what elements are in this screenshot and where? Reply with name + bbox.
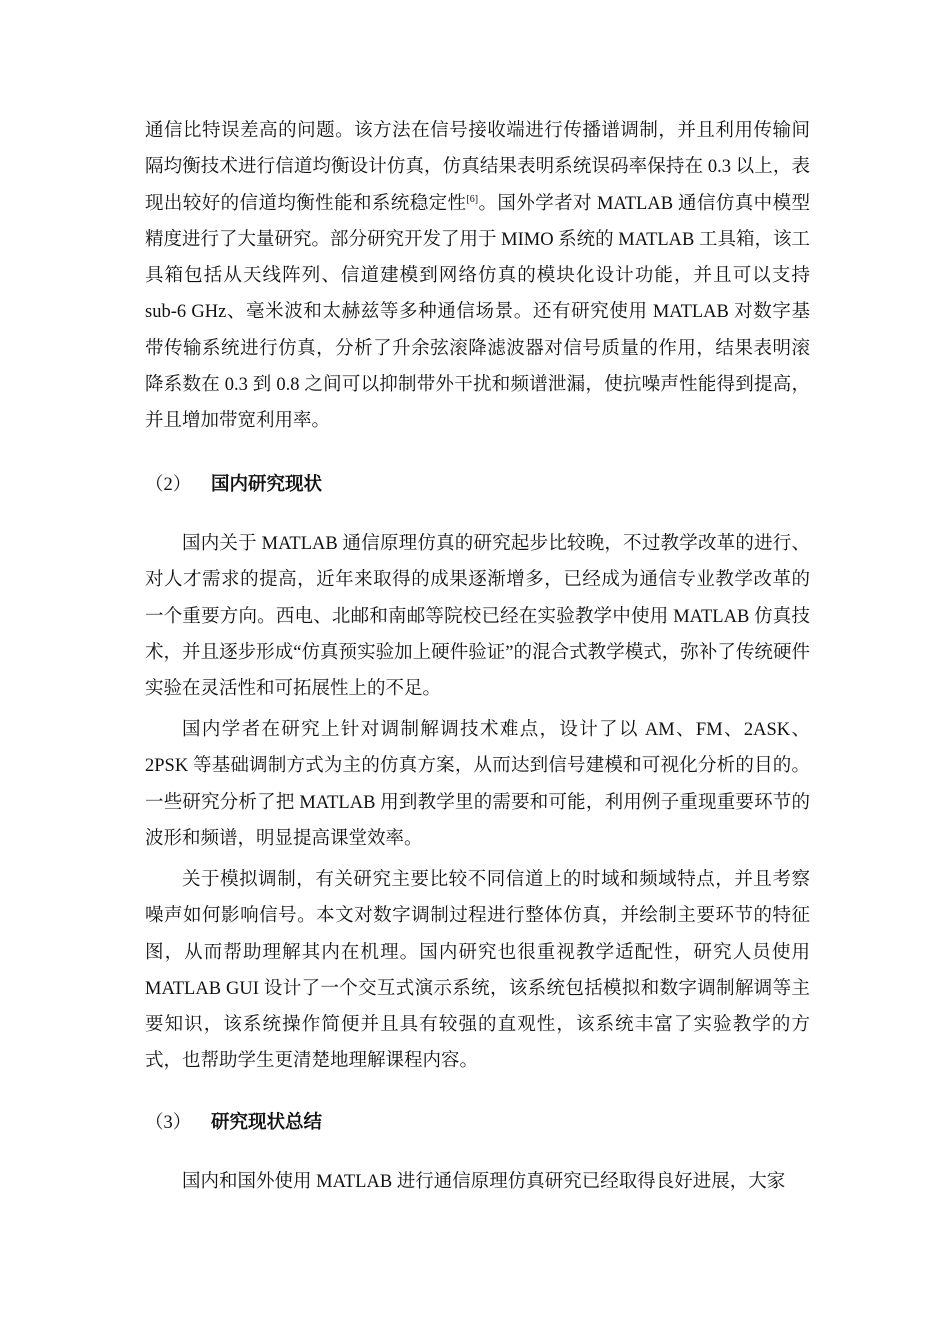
section-heading-summary bbox=[145, 1108, 322, 1138]
heading-title: 研究现状总结 bbox=[211, 1112, 323, 1133]
heading-number: （2） bbox=[145, 475, 192, 495]
heading-number: （3） bbox=[145, 1113, 192, 1133]
paragraph-foreign-research bbox=[145, 113, 810, 440]
paragraph-text-continued: 。国外学者对 MATLAB 通信仿真中模型精度进行了大量研究。部分研究开发了用于 MIMO 系统的 MATLAB 工具箱，该工具箱包括从天线阵列、信道建模到网络仿真的模块化设计功能，并且可以支持 sub-6 GHz、毫米波和太赫兹等多种通信场景。还有研究使用 MATLAB 对数字基带传输系统进行仿真，分析了升余弦滚降滤波器对信号质量的作用，结果表明滚降系数在 0.3 到 0.8 之间可以抑制带外干扰和频谱泄漏，使抗噪声性能得到提高，并且增加带宽利用率。 bbox=[145, 193, 810, 432]
heading-title: 国内研究现状 bbox=[211, 474, 323, 495]
citation-marker: [6] bbox=[466, 193, 479, 205]
paragraph-text: 通信比特误差高的问题。该方法在信号接收端进行传播谱调制，并且利用传输间隔均衡技术进行信道均衡设计仿真，仿真结果表明系统误码率保持在 0.3 以上，表现出较好的信道均衡性能和系统稳定性 bbox=[145, 121, 810, 214]
paragraph-domestic-modulation: 国内学者在研究上针对调制解调技术难点，设计了以 AM、FM、2ASK、2PSK 等基础调制方式为主的仿真方案，从而达到信号建模和可视化分析的目的。一些研究分析了把 MATLAB 用到教学里的需要和可能，利用例子重现重要环节的波形和频谱，明显提高课堂效率。 bbox=[145, 720, 810, 849]
paragraph-domestic-overview: 国内关于 MATLAB 通信原理仿真的研究起步比较晚，不过教学改革的进行、对人才需求的提高，近年来取得的成果逐渐增多，已经成为通信专业教学改革的一个重要方向。西电、北邮和南邮等院校已经在实验教学中使用 MATLAB 仿真技术，并且逐步形成“仿真预实验加上硬件验证”的混合式教学模式，弥补了传统硬件实验在灵活性和可拓展性上的不足。 bbox=[145, 534, 810, 700]
paragraph-summary: 国内和国外使用 MATLAB 进行通信原理仿真研究已经取得良好进展，大家 bbox=[182, 1172, 786, 1192]
section-heading-domestic bbox=[145, 470, 322, 500]
paragraph-domestic-analog: 关于模拟调制，有关研究主要比较不同信道上的时域和频域特点，并且考察噪声如何影响信号。本文对数字调制过程进行整体仿真，并绘制主要环节的特征图，从而帮助理解其内在机理。国内研究也很重视教学适配性，研究人员使用 MATLAB GUI 设计了一个交互式演示系统，该系统包括模拟和数字调制解调等主要知识，该系统操作简便并且具有较强的直观性，该系统丰富了实验教学的方式，也帮助学生更清楚地理解课程内容。 bbox=[145, 870, 810, 1072]
